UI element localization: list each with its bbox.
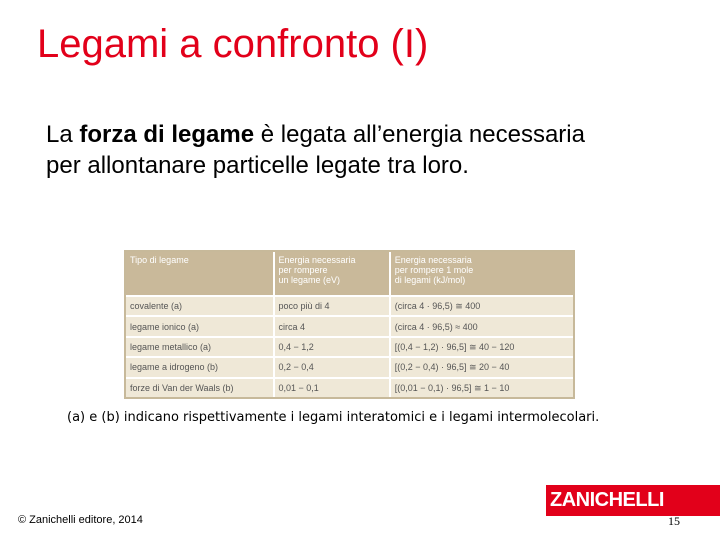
header-line: un legame (eV): [278, 275, 341, 285]
table-header-row: [126, 252, 573, 296]
body-text: [46, 119, 606, 181]
table-cell: (circa 4 · 96,5) ≅ 400: [390, 296, 573, 316]
body-text-suffix: è legata all’energia necessaria per allontanare particelle legate tra loro.: [46, 121, 585, 179]
table-caption: (a) e (b) indicano rispettivamente i legami interatomici e i legami intermolecolari.: [67, 410, 600, 425]
table-cell: 0,01 − 0,1: [274, 378, 390, 397]
copyright-notice: © Zanichelli editore, 2014: [18, 514, 143, 526]
table-cell: legame ionico (a): [126, 316, 274, 336]
header-line: Tipo di legame: [130, 255, 189, 265]
table-cell: poco più di 4: [274, 296, 390, 316]
table-row: [126, 296, 573, 316]
header-line: per rompere 1 mole: [394, 265, 474, 275]
bond-table: [126, 252, 573, 397]
table-cell: [(0,4 − 1,2) · 96,5] ≅ 40 − 120: [390, 337, 573, 357]
table-cell: [(0,2 − 0,4) · 96,5] ≅ 20 − 40: [390, 357, 573, 377]
table-row: [126, 337, 573, 357]
slide-title: Legami a confronto (I): [37, 22, 429, 66]
table-cell: circa 4: [274, 316, 390, 336]
bond-energy-table: [124, 250, 575, 399]
table-cell: 0,2 − 0,4: [274, 357, 390, 377]
table-cell: forze di Van der Waals (b): [126, 378, 274, 397]
table-row: [126, 316, 573, 336]
table-row: [126, 357, 573, 377]
body-text-bold: forza di legame: [79, 121, 255, 148]
table-cell: [(0,01 − 0,1) · 96,5] ≅ 1 − 10: [390, 378, 573, 397]
header-line: per rompere: [278, 265, 328, 275]
body-text-prefix: La: [46, 121, 80, 148]
header-energy-kj: [390, 252, 573, 296]
page-number: 15: [668, 514, 680, 528]
header-line: Energia necessaria: [394, 255, 472, 265]
header-bond-type: [126, 252, 274, 296]
header-line: Energia necessaria: [278, 255, 356, 265]
table-row: [126, 378, 573, 397]
table-cell: legame metallico (a): [126, 337, 274, 357]
header-line: di legami (kJ/mol): [394, 275, 466, 285]
table-cell: covalente (a): [126, 296, 274, 316]
zanichelli-logo: ZANICHELLI: [546, 485, 720, 516]
header-energy-ev: [274, 252, 390, 296]
table-cell: legame a idrogeno (b): [126, 357, 274, 377]
table-cell: 0,4 − 1,2: [274, 337, 390, 357]
table-cell: (circa 4 · 96,5) ≈ 400: [390, 316, 573, 336]
